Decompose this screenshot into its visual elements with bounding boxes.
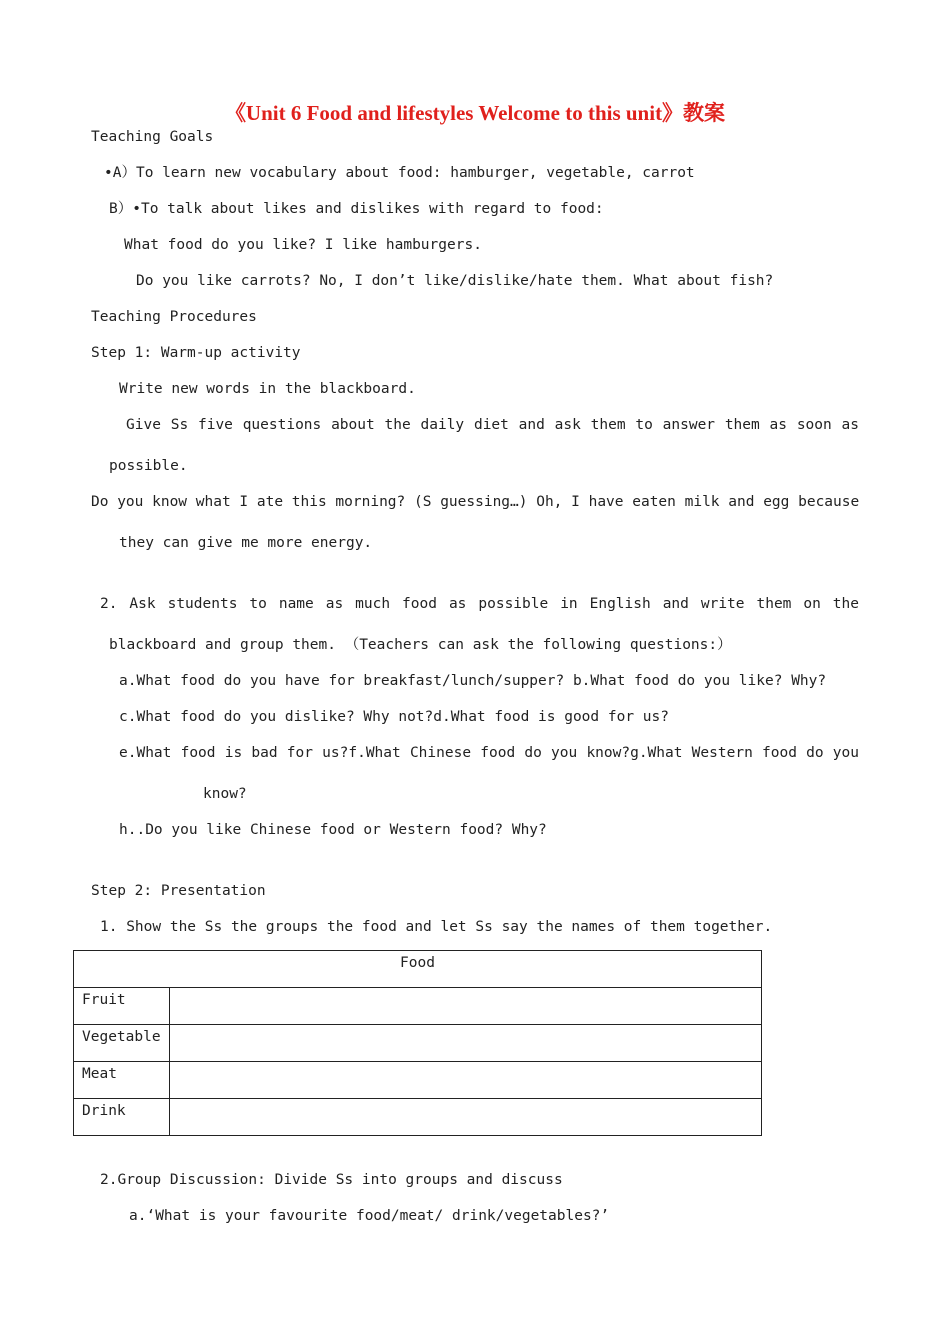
goal-b: B）•To talk about likes and dislikes with regard to food: <box>109 201 604 217</box>
question-h: h..Do you like Chinese food or Western food? Why? <box>119 822 547 838</box>
table-cell-empty <box>169 1025 761 1062</box>
table-cell-empty <box>169 1062 761 1099</box>
question-ab: a.What food do you have for breakfast/lunch/supper? b.What food do you like? Why? <box>119 673 827 689</box>
step1-line-2b: possible. <box>109 458 188 474</box>
question-efg-cont: know? <box>203 786 247 802</box>
step1-line-3a: Do you know what I ate this morning? (S guessing…) Oh, I have eaten milk and egg because <box>91 494 860 510</box>
procedures-heading: Teaching Procedures <box>91 309 257 325</box>
goal-example-2: Do you like carrots? No, I don’t like/dislike/hate them. What about fish? <box>136 273 774 289</box>
step2-item2: 2.Group Discussion: Divide Ss into groups and discuss <box>100 1172 563 1188</box>
table-label-meat: Meat <box>74 1062 170 1099</box>
page-title: 《Unit 6 Food and lifestyles Welcome to this unit》教案 <box>224 101 726 125</box>
step1-line-3b: they can give me more energy. <box>119 535 373 551</box>
goal-example-1: What food do you like? I like hamburgers. <box>124 237 482 253</box>
table-label-drink: Drink <box>74 1099 170 1136</box>
step1-item2-line-a: 2. Ask students to name as much food as possible in English and write them on the <box>100 596 859 612</box>
table-label-fruit: Fruit <box>74 988 170 1025</box>
step2-item1: 1. Show the Ss the groups the food and let Ss say the names of them together. <box>100 919 773 935</box>
table-row <box>74 1062 762 1099</box>
table-cell-empty <box>169 1099 761 1136</box>
table-row <box>74 988 762 1025</box>
step1-line-2a: Give Ss five questions about the daily diet and ask them to answer them as soon as <box>126 417 859 433</box>
step2-item2a: a.‘What is your favourite food/meat/ drink/vegetables?’ <box>129 1208 610 1224</box>
step1-item2-line-b: blackboard and group them. （Teachers can ask the following questions:） <box>109 637 732 653</box>
table-header-food: Food <box>74 951 762 988</box>
question-cd: c.What food do you dislike? Why not?d.What food is good for us? <box>119 709 669 725</box>
step1-line-1: Write new words in the blackboard. <box>119 381 416 397</box>
goal-a: •A）To learn new vocabulary about food: hamburger, vegetable, carrot <box>104 165 695 181</box>
step2-heading: Step 2: Presentation <box>91 883 266 899</box>
table-label-vegetable: Vegetable <box>74 1025 170 1062</box>
food-table <box>73 950 762 1136</box>
table-cell-empty <box>169 988 761 1025</box>
question-efg: e.What food is bad for us?f.What Chinese food do you know?g.What Western food do you <box>119 745 859 761</box>
step1-heading: Step 1: Warm-up activity <box>91 345 301 361</box>
table-row <box>74 1025 762 1062</box>
table-row <box>74 1099 762 1136</box>
teaching-goals-heading: Teaching Goals <box>91 129 214 145</box>
table-row <box>74 951 762 988</box>
